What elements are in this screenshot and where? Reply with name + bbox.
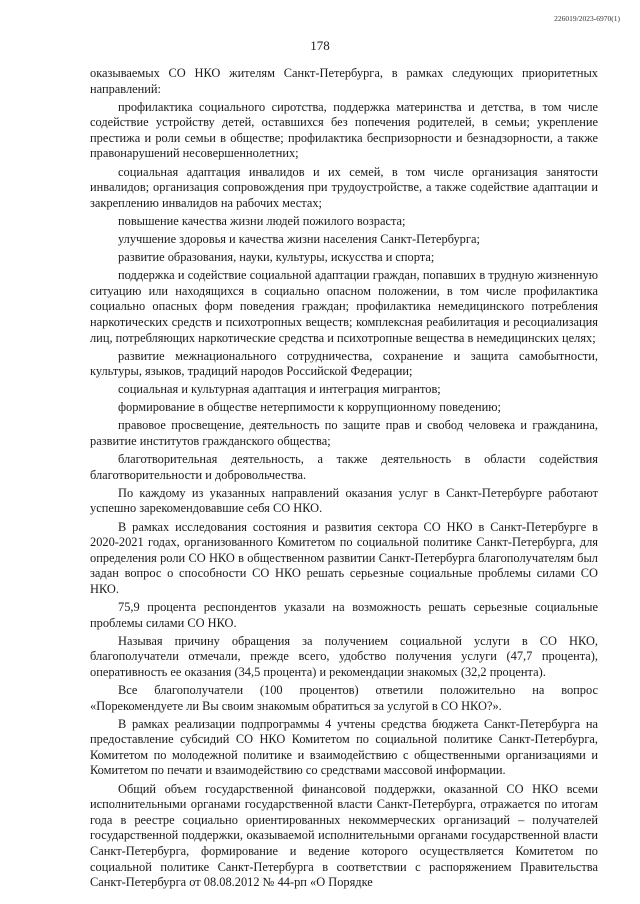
paragraph: улучшение здоровья и качества жизни населения Санкт-Петербурга; — [118, 231, 480, 246]
paragraph: Называя причину обращения за получением социальной услуги в СО НКО, благополучатели отмечали, прежде всего, удобство получения услуги (47,7 процента), оперативность ее оказания (34,5 процента) и рекомендации знакомых (32,2 процента). — [90, 633, 598, 679]
paragraph: профилактика социального сиротства, поддержка материнства и детства, в том числе содействие устройству детей, оставшихся без попечения родителей, в семьи; укрепление престижа и роли семьи в обществе; профилактика беспризорности и безнадзорности, а также правонарушений несовершеннолетних; — [90, 99, 598, 161]
paragraph: поддержка и содействие социальной адаптации граждан, попавших в трудную жизненную ситуацию или находящихся в социально опасном положении, в том числе профилактика социально опасных форм поведения граждан; профилактика немедицинского потребления наркотических средств и психотропных веществ; комплексная реабилитация и ресоциализация лиц, потребляющих наркотические средства и психотропные вещества в немедицинских целях; — [90, 268, 598, 345]
document-id: 226019/2023-6970(1) — [554, 14, 620, 23]
paragraph: По каждому из указанных направлений оказания услуг в Санкт-Петербурге работают успешно зарекомендовавшие себя СО НКО. — [90, 485, 598, 516]
paragraph: социальная и культурная адаптация и интеграция мигрантов; — [118, 382, 441, 397]
paragraph: социальная адаптация инвалидов и их семей, в том числе организация занятости инвалидов; организация сопровождения при трудоустройстве, а также содействие адаптации и закреплению инвалидов на рабочих местах; — [90, 164, 598, 210]
paragraph: правовое просвещение, деятельность по защите прав и свобод человека и гражданина, развитие институтов гражданского общества; — [90, 418, 598, 449]
paragraph: 75,9 процента респондентов указали на возможность решать серьезные социальные проблемы силами СО НКО. — [90, 600, 598, 630]
paragraph: повышение качества жизни людей пожилого возраста; — [118, 213, 406, 228]
paragraph: благотворительная деятельность, а также деятельность в области содействия благотворительности и добровольчества. — [90, 452, 598, 482]
paragraph: развитие образования, науки, культуры, искусства и спорта; — [118, 250, 435, 265]
paragraph: В рамках реализации подпрограммы 4 учтены средства бюджета Санкт-Петербурга на предоставление субсидий СО НКО Комитетом по социальной политике Санкт-Петербурга, Комитетом по молодежной политике и взаимодействию с общественными организациями и Комитетом по печати и взаимодействию со средствами массовой информации. — [90, 716, 598, 778]
paragraph: формирование в обществе нетерпимости к коррупционному поведению; — [118, 400, 501, 415]
paragraph: В рамках исследования состояния и развития сектора СО НКО в Санкт-Петербурге в 2020-2021 годах, организованного Комитетом по социальной политике Санкт-Петербурга, для определения роли СО НКО в общественном развитии Санкт-Петербурга благополучателям был задан вопрос о способности СО НКО решать серьезные социальные проблемы силами СО НКО. — [90, 519, 598, 596]
paragraph: Все благополучатели (100 процентов) ответили положительно на вопрос «Порекомендуете ли Вы своим знакомым обратиться за услугой в СО НКО?». — [90, 682, 598, 713]
paragraph: развитие межнационального сотрудничества, сохранение и защита самобытности, культуры, языков, традиций народов Российской Федерации; — [90, 348, 598, 379]
document-body — [90, 66, 598, 891]
paragraph: Общий объем государственной финансовой поддержки, оказанной СО НКО всеми исполнительными органами государственной власти Санкт-Петербурга, отражается по итогам года в реестре социально ориентированных некоммерческих организаций – получателей государственной поддержки, оказываемой исполнительными органами государственной власти Санкт-Петербурга, формирование и ведение которого осуществляется Комитетом по социальной политике Санкт-Петербурга в соответствии с распоряжением Правительства Санкт-Петербурга от 08.08.2012 № 44-рп «О Порядке — [90, 781, 598, 890]
page-number: 178 — [310, 38, 330, 53]
paragraph: оказываемых СО НКО жителям Санкт-Петербурга, в рамках следующих приоритетных направлений: — [90, 66, 598, 96]
